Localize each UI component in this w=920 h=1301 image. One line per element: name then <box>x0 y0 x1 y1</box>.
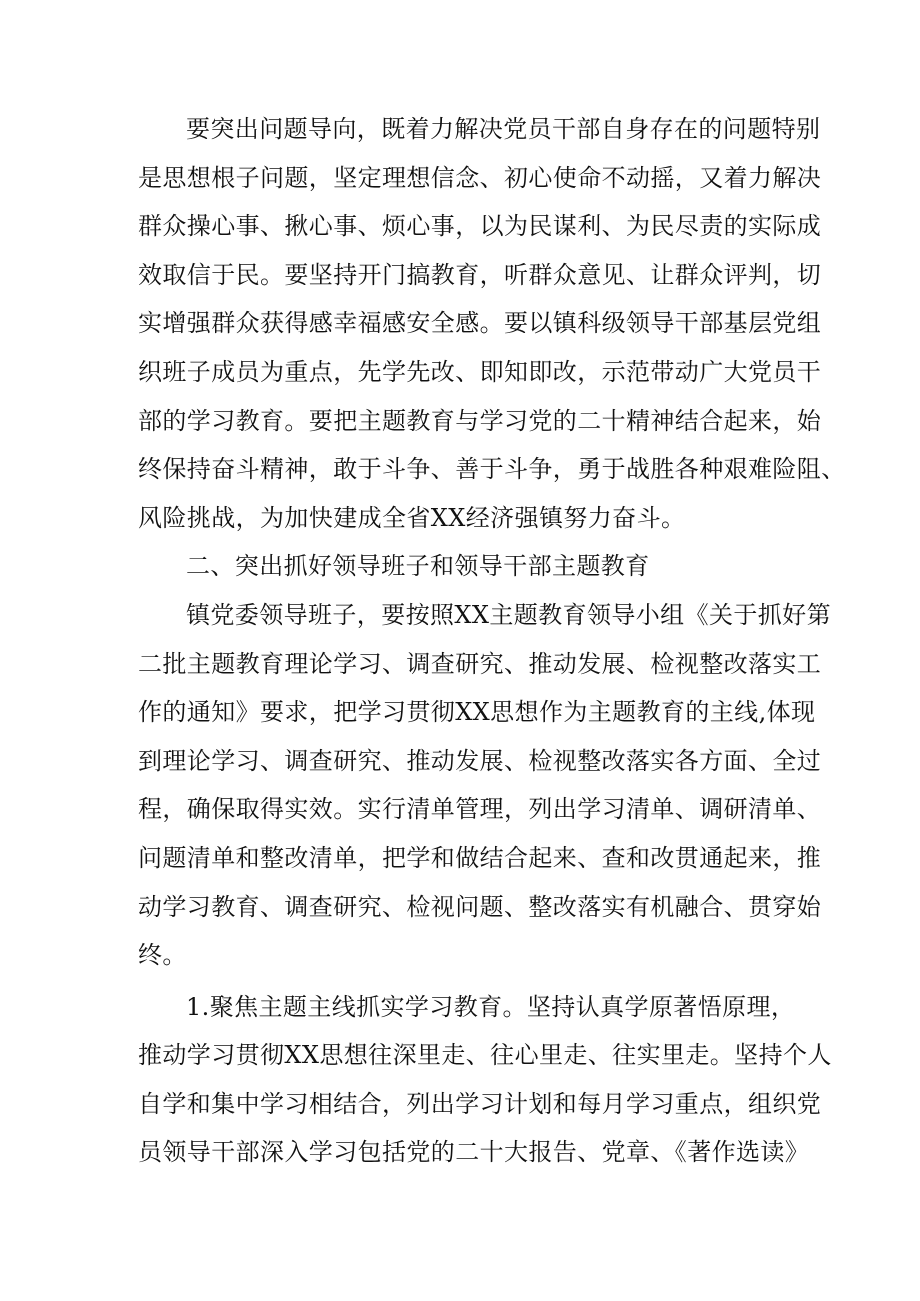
text-line: 1.聚焦主题主线抓实学习教育。坚持认真学原著悟原理， <box>186 992 796 1021</box>
section-heading-2 <box>138 542 798 591</box>
paragraph-problem-orientation <box>138 105 846 542</box>
text-line: 到理论学习、调查研究、推动发展、检视整改落实各方面、全过 <box>138 746 822 775</box>
text-line: 是思想根子问题，坚定理想信念、初心使命不动摇，又着力解决 <box>138 163 822 192</box>
text-line: 终。 <box>138 941 187 970</box>
text-line: 问题清单和整改清单，把学和做结合起来、查和改贯通起来，推 <box>138 843 822 872</box>
text-line: 二批主题教育理论学习、调查研究、推动发展、检视整改落实工 <box>138 649 822 678</box>
text-line: 风险挑战，为加快建成全省XX经济强镇努力奋斗。 <box>138 503 686 532</box>
text-line: 程，确保取得实效。实行清单管理，列出学习清单、调研清单、 <box>138 795 822 824</box>
text-line: 织班子成员为重点，先学先改、即知即改，示范带动广大党员干 <box>138 357 822 386</box>
paragraph-study-education <box>138 983 832 1177</box>
text-line: 群众操心事、揪心事、烦心事，以为民谋利、为民尽责的实际成 <box>138 212 822 241</box>
text-line: 推动学习贯彻XX思想往深里走、往心里走、往实里走。坚持个人 <box>138 1041 832 1070</box>
text-line: 自学和集中学习相结合，列出学习计划和每月学习重点，组织党 <box>138 1089 822 1118</box>
paragraph-party-committee <box>138 591 831 980</box>
text-line: 要突出问题导向，既着力解决党员干部自身存在的问题特别 <box>186 115 821 143</box>
text-line: 效取信于民。要坚持开门搞教育，听群众意见、让群众评判，切 <box>138 260 822 289</box>
text-line: 动学习教育、调查研究、检视问题、整改落实有机融合、贯穿始 <box>138 892 822 921</box>
text-line: 终保持奋斗精神，敢于斗争、善于斗争，勇于战胜各种艰难险阻、 <box>138 455 846 484</box>
section-heading-text: 二、突出抓好领导班子和领导干部主题教育 <box>186 552 650 581</box>
document-body <box>138 105 846 1177</box>
text-line: 部的学习教育。要把主题教育与学习党的二十精神结合起来，始 <box>138 406 822 435</box>
text-line: 员领导干部深入学习包括党的二十大报告、党章、《著作选读》 <box>138 1138 810 1167</box>
text-line: 实增强群众获得感幸福感安全感。要以镇科级领导干部基层党组 <box>138 309 822 338</box>
text-line: 作的通知》要求，把学习贯彻XX思想作为主题教育的主线,体现 <box>138 698 816 727</box>
text-line: 镇党委领导班子，要按照XX主题教育领导小组《关于抓好第 <box>186 600 831 629</box>
